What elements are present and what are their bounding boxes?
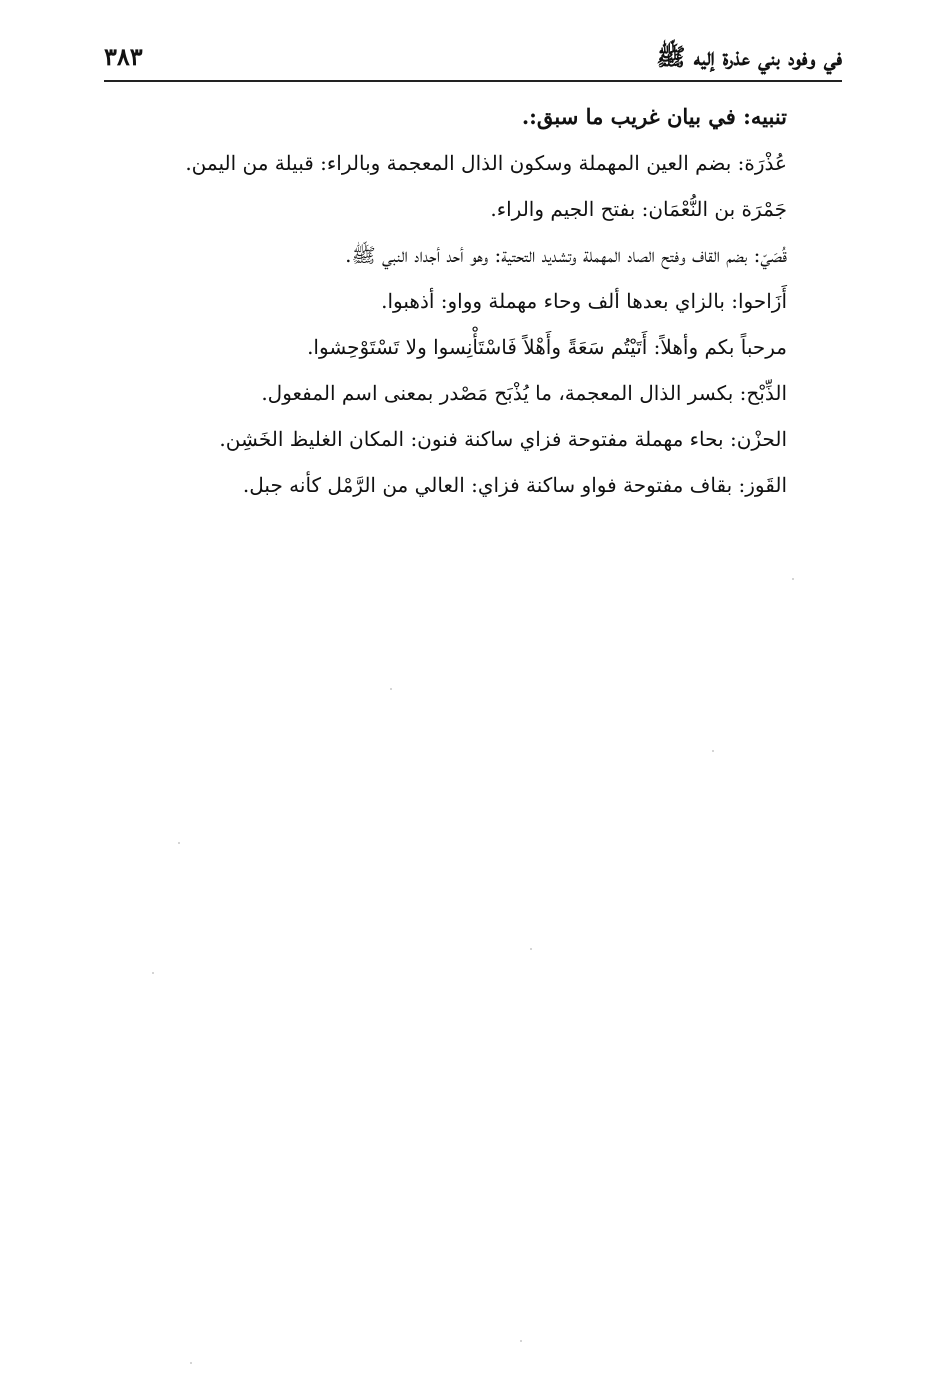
section-heading: تنبيه: في بيان غريب ما سبق:. [521, 104, 787, 129]
glossary-entry: الحزْن: بحاء مهملة مفتوحة فزاي ساكنة فنون: المكان الغليظ الخَشِن. [219, 427, 787, 451]
scan-speck [178, 842, 180, 844]
glossary-entry: القَوز: بقاف مفتوحة فواو ساكنة فزاي: العالي من الرَّمْل كأنه جبل. [242, 473, 787, 497]
scan-speck [712, 750, 714, 752]
scan-speck [792, 578, 794, 580]
page-body [97, 100, 787, 514]
page-header [104, 38, 842, 82]
running-title: في وفود بني عذرة إليه ﷺ [656, 42, 842, 71]
glossary-entry: مرحباً بكم وأهلاً: أَتَيْتُم سَعَةً وأَهْلاً فَاسْتَأْنِسوا ولا تَسْتَوْحِشوا. [307, 335, 787, 359]
scan-speck [390, 688, 392, 690]
glossary-entry: عُذْرَة: بضم العين المهملة وسكون الذال المعجمة وبالراء: قبيلة من اليمن. [185, 151, 787, 175]
scan-speck [152, 972, 154, 974]
scan-speck [530, 948, 532, 950]
glossary-entry: الذِّبْح: بكسر الذال المعجمة، ما يُذْبَح مَصْدر بمعنى اسم المفعول. [261, 381, 787, 405]
scan-speck [190, 1362, 192, 1364]
scan-speck [520, 1340, 522, 1342]
page-number: ٣٨٣ [104, 42, 143, 71]
glossary-entry: أَزَاحوا: بالزاي بعدها ألف وحاء مهملة وواو: أذهبوا. [381, 289, 787, 313]
glossary-entry: قُصَيّ: بضم القاف وفتح الصاد المهملة وتشديد التحتية: وهو أحد أجداد النبي ﷺ. [345, 243, 787, 267]
glossary-entry: جَمْرَة بن النُّعْمَان: بفتح الجيم والراء. [490, 197, 787, 221]
